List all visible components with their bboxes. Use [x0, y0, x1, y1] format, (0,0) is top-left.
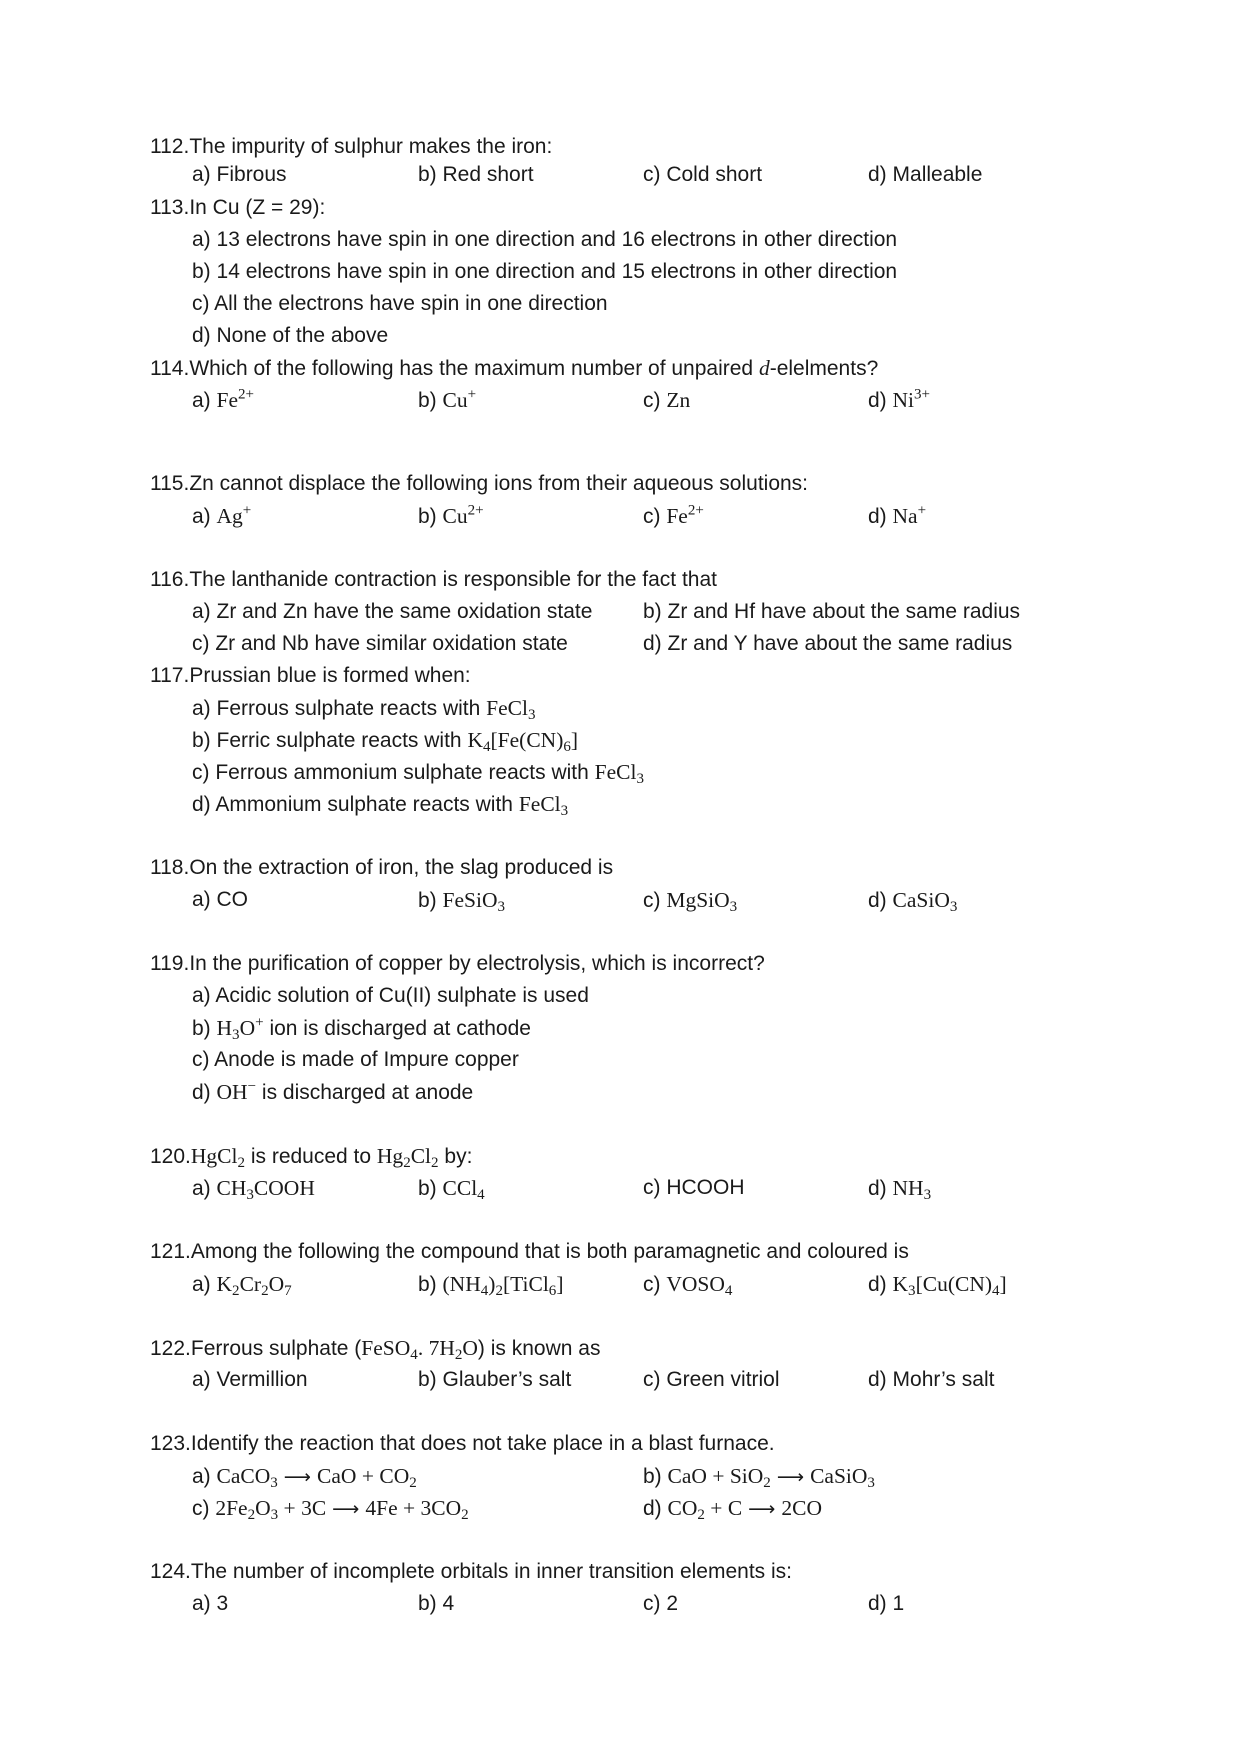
question-text: The lanthanide contraction is responsible for the fact that [189, 568, 717, 591]
question-117 [150, 662, 471, 690]
option-b: b) Zr and Hf have about the same radius [643, 600, 1021, 623]
question-text: The number of incomplete orbitals in inner transition elements is: [190, 1560, 792, 1583]
option-b: b) $H_3O^+$ ion is discharged at cathode [192, 1014, 531, 1044]
option-d: d) Malleable [868, 163, 983, 186]
option-c: c) Green vitriol [643, 1368, 780, 1391]
question-text: Prussian blue is formed when: [189, 664, 471, 687]
question-text: The impurity of sulphur makes the iron: [189, 135, 553, 158]
question-number: 121. [150, 1240, 191, 1263]
option-a: a) $CH_3COOH$ [192, 1176, 315, 1204]
option-d: d) $CO_2 + C$ ⟶ 2CO [643, 1496, 823, 1524]
option-c: c) Zr and Nb have similar oxidation state [192, 632, 568, 655]
question-122: 122.Ferrous sulphate (FeSO$_4$. $7H_2O$) is known as [150, 1336, 601, 1364]
option-a: a) Zr and Zn have the same oxidation state [192, 600, 593, 623]
option-d: d) Ammonium sulphate reacts with FeCl$_3$ [192, 792, 569, 820]
option-c: c) $VOSO_4$ [643, 1272, 733, 1300]
question-116 [150, 566, 717, 594]
option-c: c) $2Fe_2O_3 + 3C$ ⟶ $4Fe + 3CO_2$ [192, 1496, 469, 1524]
question-number: 124. [150, 1560, 191, 1583]
option-a: a) Ag+ [192, 502, 252, 528]
option-a: a) CaCO$_3$ ⟶ CaO + $CO_2$ [192, 1464, 417, 1492]
question-112 [150, 133, 552, 161]
question-text: On the extraction of iron, the slag produced is [189, 856, 614, 879]
option-d: d) Na+ [868, 502, 927, 528]
option-b: b) Red short [418, 163, 534, 186]
option-a: a) Acidic solution of Cu(II) sulphate is used [192, 984, 589, 1007]
option-d: d) CaSiO$_3$ [868, 888, 958, 916]
question-text: Zn cannot displace the following ions from their aqueous solutions: [189, 472, 809, 495]
option-c: c) Ferrous ammonium sulphate reacts with FeCl$_3$ [192, 760, 644, 788]
option-d: d) $Ni^{3+}$ [868, 386, 931, 412]
option-c: c) Cold short [643, 163, 763, 186]
question-124 [150, 1558, 792, 1586]
question-text: In Cu (Z = 29): [189, 196, 326, 219]
question-114: 114.Which of the following has the maximum number of unpaired d-elelments? [150, 356, 879, 380]
option-c: c) 2 [643, 1592, 679, 1615]
option-b: b) CCl$_4$ [418, 1176, 485, 1204]
option-d: d) None of the above [192, 324, 389, 347]
option-c: c) $Fe^{2+}$ [643, 502, 704, 528]
option-b: b) Ferric sulphate reacts with $K_4[Fe(CN)_6]$ [192, 728, 579, 756]
question-number: 116. [150, 568, 190, 591]
option-d: d) $NH_3$ [868, 1176, 932, 1204]
option-c: c) Zn [643, 388, 691, 412]
question-number: 117. [150, 664, 190, 687]
option-c: c) HCOOH [643, 1176, 745, 1199]
option-a: a) Vermillion [192, 1368, 308, 1391]
question-118 [150, 854, 613, 882]
option-a: a) CO [192, 888, 249, 911]
option-c: c) Anode is made of Impure copper [192, 1048, 519, 1071]
question-number: 118. [150, 856, 190, 879]
option-a: a) 3 [192, 1592, 229, 1615]
option-a: a) 13 electrons have spin in one direction and 16 electrons in other direction [192, 228, 898, 251]
option-b: b) $Cu^{2+}$ [418, 502, 484, 528]
question-119 [150, 950, 765, 978]
option-b: b) 14 electrons have spin in one direction and 15 electrons in other direction [192, 260, 898, 283]
question-120: 120.HgCl$_2$ is reduced to $Hg_2Cl_2$ by: [150, 1144, 473, 1172]
option-d: d) OH− is discharged at anode [192, 1078, 474, 1104]
question-number: 123. [150, 1432, 191, 1455]
question-number: 113. [150, 196, 190, 219]
question-number: 114. [150, 357, 190, 380]
question-113 [150, 194, 325, 222]
question-number: 120. [150, 1145, 191, 1168]
question-text: Among the following the compound that is both paramagnetic and coloured is [190, 1240, 909, 1263]
option-d: d) Mohr’s salt [868, 1368, 995, 1391]
question-121 [150, 1238, 909, 1266]
option-b: b) $(NH_4)_2[TiCl_6]$ [418, 1272, 564, 1300]
option-b: b) 4 [418, 1592, 455, 1615]
question-text: In the purification of copper by electrolysis, which is incorrect? [189, 952, 765, 975]
option-a: a) $K_2Cr_2O_7$ [192, 1272, 292, 1300]
option-b: b) Glauber’s salt [418, 1368, 572, 1391]
question-number: 112. [150, 135, 190, 158]
question-115 [150, 470, 808, 498]
option-a: a) Ferrous sulphate reacts with FeCl$_3$ [192, 696, 536, 724]
option-a: a) Fibrous [192, 163, 287, 186]
option-d: d) $K_3[Cu(CN)_4]$ [868, 1272, 1007, 1300]
option-d: d) Zr and Y have about the same radius [643, 632, 1013, 655]
option-c: c) All the electrons have spin in one direction [192, 292, 608, 315]
question-123 [150, 1430, 775, 1458]
question-text: Identify the reaction that does not take place in a blast furnace. [190, 1432, 775, 1455]
option-b: b) CaO + SiO$_2$ ⟶ CaSiO$_3$ [643, 1464, 875, 1492]
question-number: 122. [150, 1337, 191, 1360]
question-number: 119. [150, 952, 190, 975]
option-d: d) 1 [868, 1592, 905, 1615]
option-a: a) $Fe^{2+}$ [192, 386, 255, 412]
option-b: b) FeSiO$_3$ [418, 888, 506, 916]
option-c: c) MgSiO$_3$ [643, 888, 738, 916]
option-b: b) Cu+ [418, 386, 477, 412]
question-number: 115. [150, 472, 190, 495]
